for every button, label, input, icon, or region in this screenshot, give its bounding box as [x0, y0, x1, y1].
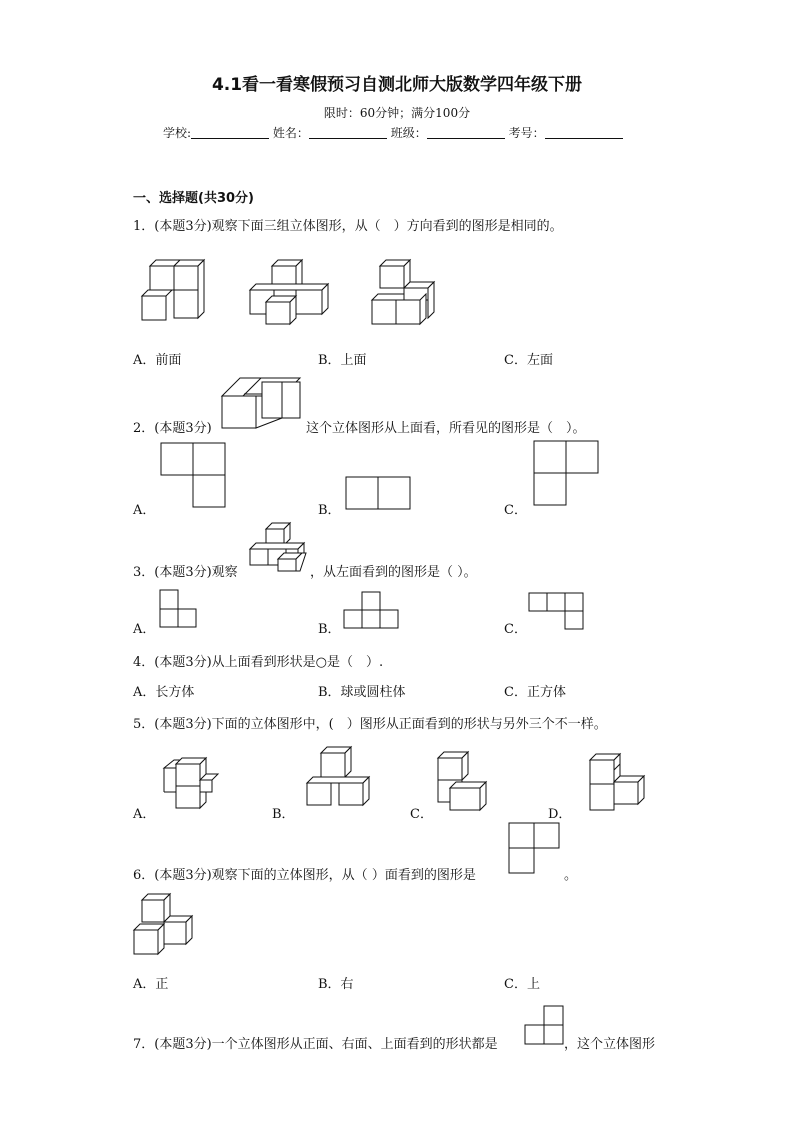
- number-blank[interactable]: [545, 127, 623, 139]
- school-label: 学校:: [163, 126, 192, 140]
- name-blank[interactable]: [309, 127, 387, 139]
- q5-option-a-figure: [160, 752, 222, 810]
- q7-view-figure: [524, 1005, 564, 1045]
- q5-option-d-figure: [586, 750, 656, 814]
- q5-option-d[interactable]: D．: [548, 807, 572, 822]
- q2-solid: [220, 374, 306, 430]
- q6-view-figure: [508, 822, 560, 874]
- question-6-prefix: 6．(本题3分)观察下面的立体图形，从（ ）面看到的图形是: [133, 868, 476, 883]
- q2-option-b[interactable]: B．: [318, 503, 341, 518]
- q1-solid-1: [140, 256, 212, 326]
- question-1: 1．(本题3分)观察下面三组立体图形，从（ ）方向看到的图形是相同的。: [133, 219, 563, 234]
- q2-option-c[interactable]: C．: [504, 503, 527, 518]
- q1-solid-1-cubes: [142, 260, 204, 320]
- q6-option-a[interactable]: A．正: [133, 977, 169, 992]
- question-3: ，从左面看到的图形是（ ）。: [310, 565, 477, 580]
- section-title: 一、选择题(共30分): [133, 191, 254, 206]
- page-title: 4.1看一看寒假预习自测北师大版数学四年级下册: [211, 75, 583, 95]
- q1-option-c[interactable]: C．左面: [504, 353, 553, 368]
- q4-option-c[interactable]: C．正方体: [504, 685, 566, 700]
- q2-option-b-figure: [345, 476, 411, 510]
- student-info-row: [163, 124, 623, 141]
- school-blank[interactable]: [191, 127, 269, 139]
- q4-option-a[interactable]: A．长方体: [133, 685, 195, 700]
- q5-option-b-figure: [305, 745, 373, 807]
- question-5: 5．(本题3分)下面的立体图形中，( ）图形从正面看到的形状与另外三个不一样。: [133, 717, 607, 732]
- number-label: 考号：: [508, 126, 545, 140]
- time-limit: 限时：60分钟；满分100分: [323, 106, 471, 120]
- q6-solid: [132, 892, 194, 956]
- q5-option-a[interactable]: A．: [133, 807, 156, 822]
- q3-option-b[interactable]: B．: [318, 622, 341, 637]
- q1-solid-2: [246, 256, 332, 326]
- question-6-suffix: 。: [564, 868, 578, 883]
- q2-option-a-figure: [160, 442, 226, 508]
- q6-option-b[interactable]: B．右: [318, 977, 354, 992]
- q4-option-b[interactable]: B．球或圆柱体: [318, 685, 406, 700]
- q6-option-c[interactable]: C．上: [504, 977, 540, 992]
- question-7-prefix: 7．(本题3分)一个立体图形从正面、右面、上面看到的形状都是: [133, 1037, 498, 1052]
- q5-option-c-figure: [436, 750, 494, 812]
- question-2: 这个立体图形从上面看，所看见的图形是（ ）。: [306, 421, 586, 436]
- q1-solid-3: [368, 256, 440, 326]
- question-4: 4．(本题3分)从上面看到形状是○是（ ）.: [133, 655, 384, 670]
- q1-option-b[interactable]: B．上面: [318, 353, 367, 368]
- q5-option-b[interactable]: B．: [272, 807, 295, 822]
- name-label: 姓名：: [272, 126, 309, 140]
- q5-option-c[interactable]: C．: [410, 807, 433, 822]
- q3-option-b-figure: [343, 591, 399, 629]
- q1-option-a[interactable]: A．前面: [133, 353, 182, 368]
- q3-option-a[interactable]: A．: [133, 622, 156, 637]
- q3-option-c[interactable]: C．: [504, 622, 527, 637]
- q3-option-c-figure: [528, 592, 584, 630]
- q3-solid: [248, 521, 310, 573]
- q2-option-a[interactable]: A．: [133, 503, 156, 518]
- q2-option-c-figure: [533, 440, 599, 506]
- question-3-prefix: 3．(本题3分)观察: [133, 565, 238, 580]
- class-label: 班级：: [390, 126, 427, 140]
- question-2-prefix: 2．(本题3分): [133, 421, 212, 436]
- q3-option-a-figure: [159, 589, 197, 629]
- question-7: ，这个立体图形: [564, 1037, 656, 1052]
- class-blank[interactable]: [427, 127, 505, 139]
